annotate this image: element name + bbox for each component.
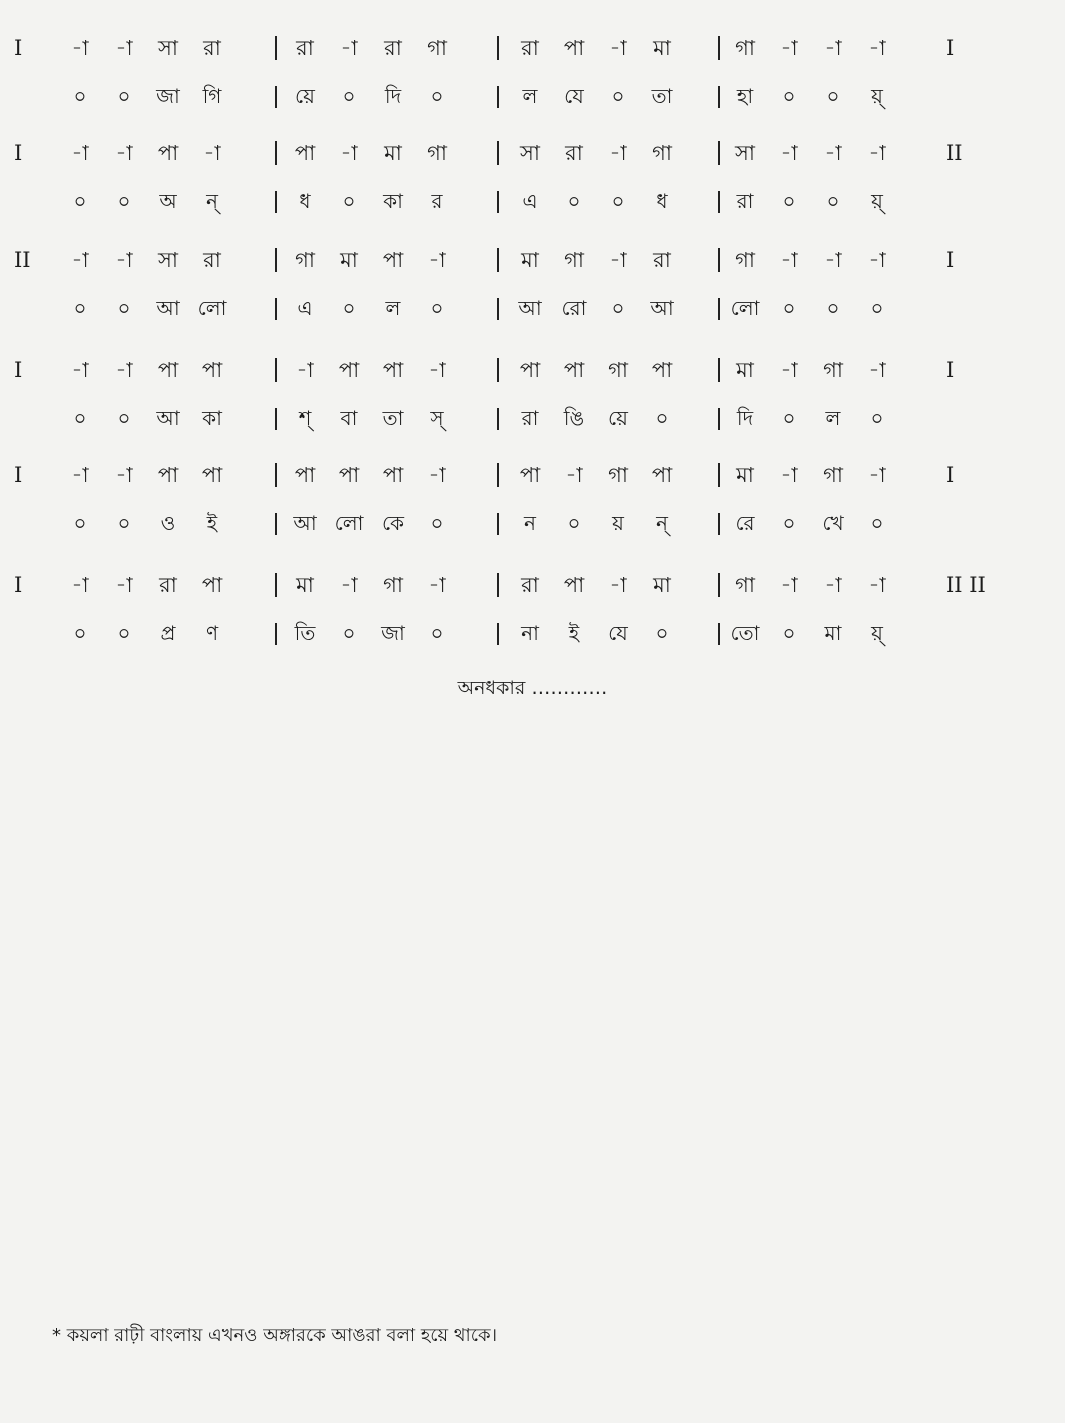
- lyric-syllable: না: [521, 621, 539, 645]
- swara-note: মা: [653, 573, 671, 597]
- lyric-syllable: রো: [561, 296, 587, 320]
- lyric-syllable: লো: [730, 296, 760, 320]
- footnote: * কয়লা রাঢ়ী বাংলায় এখনও অঙ্গারকে আঙরা বলা হয়ে থাকে।: [52, 1325, 498, 1346]
- swara-note: পা: [157, 358, 179, 382]
- lyric-syllable: ০: [870, 296, 884, 320]
- measure-bar-line: [275, 298, 277, 320]
- lyric-row: [0, 503, 1065, 543]
- lyric-row: [0, 398, 1065, 438]
- lyric-syllable: ০: [782, 621, 796, 645]
- swara-note: রা: [565, 141, 583, 165]
- lyric-syllable: ধ: [299, 189, 311, 213]
- lyric-syllable: ০: [73, 296, 87, 320]
- swara-note: মা: [653, 36, 671, 60]
- swara-note: পা: [338, 358, 360, 382]
- swara-note: -া: [824, 248, 842, 272]
- measure-bar-line: [497, 86, 499, 108]
- swara-note: সা: [158, 248, 178, 272]
- swara-note: -া: [780, 248, 798, 272]
- swara-note: -া: [868, 248, 886, 272]
- swara-note: পা: [519, 463, 541, 487]
- lyric-syllable: খে: [822, 511, 844, 535]
- lyric-syllable: ০: [567, 511, 581, 535]
- swara-note: -া: [868, 573, 886, 597]
- swara-note: গা: [564, 248, 584, 272]
- lyric-syllable: কে: [381, 511, 405, 535]
- lyric-syllable: লো: [334, 511, 364, 535]
- lyric-syllable: ন্: [206, 189, 218, 213]
- lyric-syllable: ০: [870, 511, 884, 535]
- measure-bar-line: [718, 191, 720, 213]
- swara-note: -া: [296, 358, 314, 382]
- lyric-syllable: ঙি: [563, 406, 585, 430]
- lyric-syllable: য়্: [871, 621, 883, 645]
- swara-note: -া: [609, 248, 627, 272]
- swara-note: গা: [295, 248, 315, 272]
- swara-note: -া: [868, 141, 886, 165]
- closing-bar-marker: II: [946, 141, 963, 165]
- swara-note: -া: [428, 248, 446, 272]
- lyric-syllable: ০: [655, 406, 669, 430]
- swara-note: গা: [608, 358, 628, 382]
- lyric-syllable: য়ে: [295, 84, 315, 108]
- lyric-syllable: য়ে: [608, 406, 628, 430]
- swara-note: -া: [428, 573, 446, 597]
- lyric-row: [0, 181, 1065, 221]
- swara-row: [0, 133, 1065, 173]
- lyric-syllable: ০: [73, 511, 87, 535]
- measure-bar-line: [718, 358, 720, 382]
- swara-note: -া: [824, 141, 842, 165]
- swara-note: মা: [736, 463, 754, 487]
- swara-note: গা: [608, 463, 628, 487]
- lyric-syllable: ই: [206, 511, 218, 535]
- lyric-syllable: ০: [430, 84, 444, 108]
- measure-bar-line: [718, 141, 720, 165]
- lyric-syllable: হা: [736, 84, 754, 108]
- measure-bar-line: [497, 513, 499, 535]
- swara-note: -া: [780, 358, 798, 382]
- swara-note: -া: [71, 36, 89, 60]
- swara-note: -া: [115, 463, 133, 487]
- measure-bar-line: [275, 141, 277, 165]
- closing-bar-marker: I: [946, 358, 955, 382]
- measure-bar-line: [275, 463, 277, 487]
- lyric-syllable: ০: [342, 296, 356, 320]
- opening-bar-marker: I: [14, 573, 23, 597]
- lyric-syllable: কা: [202, 406, 222, 430]
- lyric-syllable: তি: [294, 621, 316, 645]
- swara-note: পা: [294, 463, 316, 487]
- swara-note: -া: [609, 36, 627, 60]
- swara-note: রা: [384, 36, 402, 60]
- lyric-syllable: আ: [293, 511, 317, 535]
- swara-note: -া: [609, 573, 627, 597]
- swara-note: পা: [563, 358, 585, 382]
- lyric-syllable: ০: [117, 189, 131, 213]
- swara-note: রা: [521, 573, 539, 597]
- swara-note: -া: [71, 463, 89, 487]
- swara-note: -া: [115, 36, 133, 60]
- swara-note: পা: [651, 463, 673, 487]
- measure-bar-line: [275, 248, 277, 272]
- swara-note: পা: [201, 358, 223, 382]
- swara-note: -া: [609, 141, 627, 165]
- swara-note: -া: [340, 36, 358, 60]
- measure-bar-line: [497, 463, 499, 487]
- swara-note: পা: [651, 358, 673, 382]
- swara-note: -া: [824, 573, 842, 597]
- swara-note: -া: [71, 248, 89, 272]
- swara-note: -া: [71, 141, 89, 165]
- swara-note: গা: [427, 36, 447, 60]
- measure-bar-line: [275, 358, 277, 382]
- swara-row: [0, 350, 1065, 390]
- measure-bar-line: [718, 463, 720, 487]
- measure-bar-line: [497, 141, 499, 165]
- swara-note: গা: [383, 573, 403, 597]
- swara-note: গা: [735, 573, 755, 597]
- lyric-syllable: ০: [342, 621, 356, 645]
- swara-note: সা: [735, 141, 755, 165]
- lyric-syllable: র: [431, 189, 443, 213]
- swara-note: পা: [382, 463, 404, 487]
- swara-note: -া: [780, 463, 798, 487]
- lyric-syllable: ০: [117, 406, 131, 430]
- lyric-row: [0, 76, 1065, 116]
- swara-note: -া: [868, 36, 886, 60]
- lyric-syllable: ০: [117, 84, 131, 108]
- measure-bar-line: [275, 36, 277, 60]
- swara-note: গা: [823, 358, 843, 382]
- lyric-syllable: ধ: [656, 189, 668, 213]
- lyric-syllable: ০: [117, 296, 131, 320]
- opening-bar-marker: I: [14, 141, 23, 165]
- swara-note: -া: [115, 573, 133, 597]
- closing-bar-marker: I: [946, 463, 955, 487]
- closing-bar-marker: I: [946, 248, 955, 272]
- measure-bar-line: [718, 86, 720, 108]
- lyric-syllable: তা: [382, 406, 404, 430]
- lyric-syllable: কা: [383, 189, 403, 213]
- swara-note: গা: [735, 248, 755, 272]
- swara-note: মা: [384, 141, 402, 165]
- lyric-syllable: তা: [651, 84, 673, 108]
- swara-note: রা: [296, 36, 314, 60]
- swara-note: -া: [428, 358, 446, 382]
- lyric-syllable: আ: [650, 296, 674, 320]
- measure-bar-line: [275, 573, 277, 597]
- measure-bar-line: [497, 573, 499, 597]
- lyric-syllable: যে: [608, 621, 628, 645]
- swara-note: গা: [823, 463, 843, 487]
- swara-note: পা: [201, 463, 223, 487]
- lyric-syllable: ণ: [205, 621, 219, 645]
- swara-note: মা: [736, 358, 754, 382]
- swara-note: রা: [653, 248, 671, 272]
- measure-bar-line: [275, 513, 277, 535]
- lyric-syllable: ০: [826, 189, 840, 213]
- lyric-syllable: ০: [655, 621, 669, 645]
- opening-bar-marker: I: [14, 463, 23, 487]
- swara-note: পা: [563, 573, 585, 597]
- swara-note: -া: [824, 36, 842, 60]
- lyric-syllable: স্: [430, 406, 444, 430]
- lyric-syllable: ০: [73, 621, 87, 645]
- measure-bar-line: [718, 298, 720, 320]
- swara-note: রা: [159, 573, 177, 597]
- measure-bar-line: [275, 86, 277, 108]
- swara-row: [0, 28, 1065, 68]
- measure-bar-line: [497, 298, 499, 320]
- measure-bar-line: [497, 191, 499, 213]
- lyric-syllable: এ: [297, 296, 313, 320]
- lyric-syllable: রা: [521, 406, 539, 430]
- swara-note: রা: [203, 248, 221, 272]
- lyric-syllable: ০: [826, 84, 840, 108]
- swara-note: -া: [115, 248, 133, 272]
- lyric-syllable: দি: [384, 84, 402, 108]
- swara-note: -া: [71, 573, 89, 597]
- lyric-syllable: মা: [824, 621, 842, 645]
- swara-note: পা: [157, 463, 179, 487]
- lyric-syllable: ০: [117, 511, 131, 535]
- swara-note: -া: [780, 573, 798, 597]
- lyric-syllable: তো: [730, 621, 760, 645]
- lyric-syllable: ০: [870, 406, 884, 430]
- lyric-syllable: এ: [522, 189, 538, 213]
- lyric-syllable: দি: [736, 406, 754, 430]
- swara-note: সা: [520, 141, 540, 165]
- opening-bar-marker: I: [14, 358, 23, 382]
- lyric-syllable: ০: [430, 621, 444, 645]
- closing-bar-marker: II II: [946, 573, 986, 597]
- swara-note: রা: [521, 36, 539, 60]
- measure-bar-line: [497, 623, 499, 645]
- lyric-syllable: ০: [611, 296, 625, 320]
- lyric-syllable: ও: [160, 511, 176, 535]
- swara-note: পা: [382, 358, 404, 382]
- swara-note: পা: [338, 463, 360, 487]
- lyric-syllable: ০: [782, 189, 796, 213]
- notation-system: [0, 455, 1065, 555]
- swara-note: -া: [115, 358, 133, 382]
- measure-bar-line: [718, 408, 720, 430]
- lyric-syllable: ই: [568, 621, 580, 645]
- measure-bar-line: [497, 358, 499, 382]
- lyric-syllable: ০: [611, 189, 625, 213]
- lyric-syllable: য়: [612, 511, 624, 535]
- lyric-syllable: ০: [73, 406, 87, 430]
- measure-bar-line: [718, 513, 720, 535]
- measure-bar-line: [718, 248, 720, 272]
- swara-note: মা: [340, 248, 358, 272]
- lyric-syllable: ০: [611, 84, 625, 108]
- swara-note: পা: [201, 573, 223, 597]
- lyric-syllable: ০: [782, 406, 796, 430]
- lyric-syllable: যে: [564, 84, 584, 108]
- measure-bar-line: [275, 191, 277, 213]
- swara-note: রা: [203, 36, 221, 60]
- measure-bar-line: [275, 623, 277, 645]
- swara-note: -া: [868, 463, 886, 487]
- notation-system: [0, 240, 1065, 340]
- lyric-syllable: রে: [735, 511, 755, 535]
- lyric-syllable: ০: [430, 511, 444, 535]
- swara-note: -া: [340, 141, 358, 165]
- swara-note: -া: [780, 36, 798, 60]
- lyric-syllable: ন্: [656, 511, 668, 535]
- swara-note: সা: [158, 36, 178, 60]
- closing-bar-marker: I: [946, 36, 955, 60]
- lyric-syllable: য়্: [871, 189, 883, 213]
- opening-bar-marker: II: [14, 248, 31, 272]
- lyric-syllable: ল: [522, 84, 538, 108]
- measure-bar-line: [497, 248, 499, 272]
- swara-note: -া: [868, 358, 886, 382]
- swara-note: পা: [294, 141, 316, 165]
- lyric-syllable: ০: [430, 296, 444, 320]
- lyric-syllable: ০: [73, 84, 87, 108]
- swara-row: [0, 240, 1065, 280]
- swara-note: -া: [71, 358, 89, 382]
- lyric-syllable: অ: [159, 189, 177, 213]
- swara-note: মা: [521, 248, 539, 272]
- lyric-syllable: ০: [567, 189, 581, 213]
- lyric-syllable: জা: [156, 84, 180, 108]
- swara-note: -া: [565, 463, 583, 487]
- lyric-syllable: ০: [117, 621, 131, 645]
- lyric-syllable: ল: [825, 406, 841, 430]
- lyric-syllable: আ: [518, 296, 542, 320]
- lyric-row: [0, 288, 1065, 328]
- swara-note: পা: [563, 36, 585, 60]
- swara-note: -া: [203, 141, 221, 165]
- measure-bar-line: [718, 623, 720, 645]
- lyric-syllable: ন: [524, 511, 536, 535]
- opening-bar-marker: I: [14, 36, 23, 60]
- swara-note: পা: [157, 141, 179, 165]
- lyric-syllable: আ: [156, 406, 180, 430]
- swara-note: -া: [428, 463, 446, 487]
- lyric-syllable: ০: [342, 84, 356, 108]
- swara-row: [0, 565, 1065, 605]
- swara-note: গা: [427, 141, 447, 165]
- lyric-row: [0, 613, 1065, 653]
- swara-note: পা: [519, 358, 541, 382]
- measure-bar-line: [275, 408, 277, 430]
- swara-note: -া: [780, 141, 798, 165]
- measure-bar-line: [718, 573, 720, 597]
- swara-note: -া: [115, 141, 133, 165]
- measure-bar-line: [497, 408, 499, 430]
- lyric-syllable: ল: [385, 296, 401, 320]
- swara-note: মা: [296, 573, 314, 597]
- notation-system: [0, 133, 1065, 233]
- swara-note: গা: [652, 141, 672, 165]
- lyric-syllable: ০: [826, 296, 840, 320]
- lyric-syllable: ০: [342, 189, 356, 213]
- lyric-syllable: ০: [782, 296, 796, 320]
- swara-note: গা: [735, 36, 755, 60]
- lyric-syllable: ০: [73, 189, 87, 213]
- measure-bar-line: [497, 36, 499, 60]
- swara-row: [0, 455, 1065, 495]
- swara-note: পা: [382, 248, 404, 272]
- lyric-syllable: গি: [202, 84, 222, 108]
- notation-system: [0, 28, 1065, 128]
- lyric-syllable: জা: [381, 621, 405, 645]
- lyric-syllable: আ: [156, 296, 180, 320]
- swara-note: -া: [340, 573, 358, 597]
- lyric-syllable: রা: [736, 189, 754, 213]
- lyric-syllable: ০: [782, 84, 796, 108]
- notation-system: [0, 565, 1065, 665]
- lyric-syllable: য়্: [871, 84, 883, 108]
- lyric-syllable: প্র: [160, 621, 176, 645]
- lyric-syllable: বা: [340, 406, 358, 430]
- ending-text: অনধকার …………: [457, 677, 608, 699]
- notation-system: [0, 350, 1065, 450]
- measure-bar-line: [718, 36, 720, 60]
- lyric-syllable: ০: [782, 511, 796, 535]
- lyric-syllable: শ্: [298, 406, 312, 430]
- lyric-syllable: লো: [197, 296, 227, 320]
